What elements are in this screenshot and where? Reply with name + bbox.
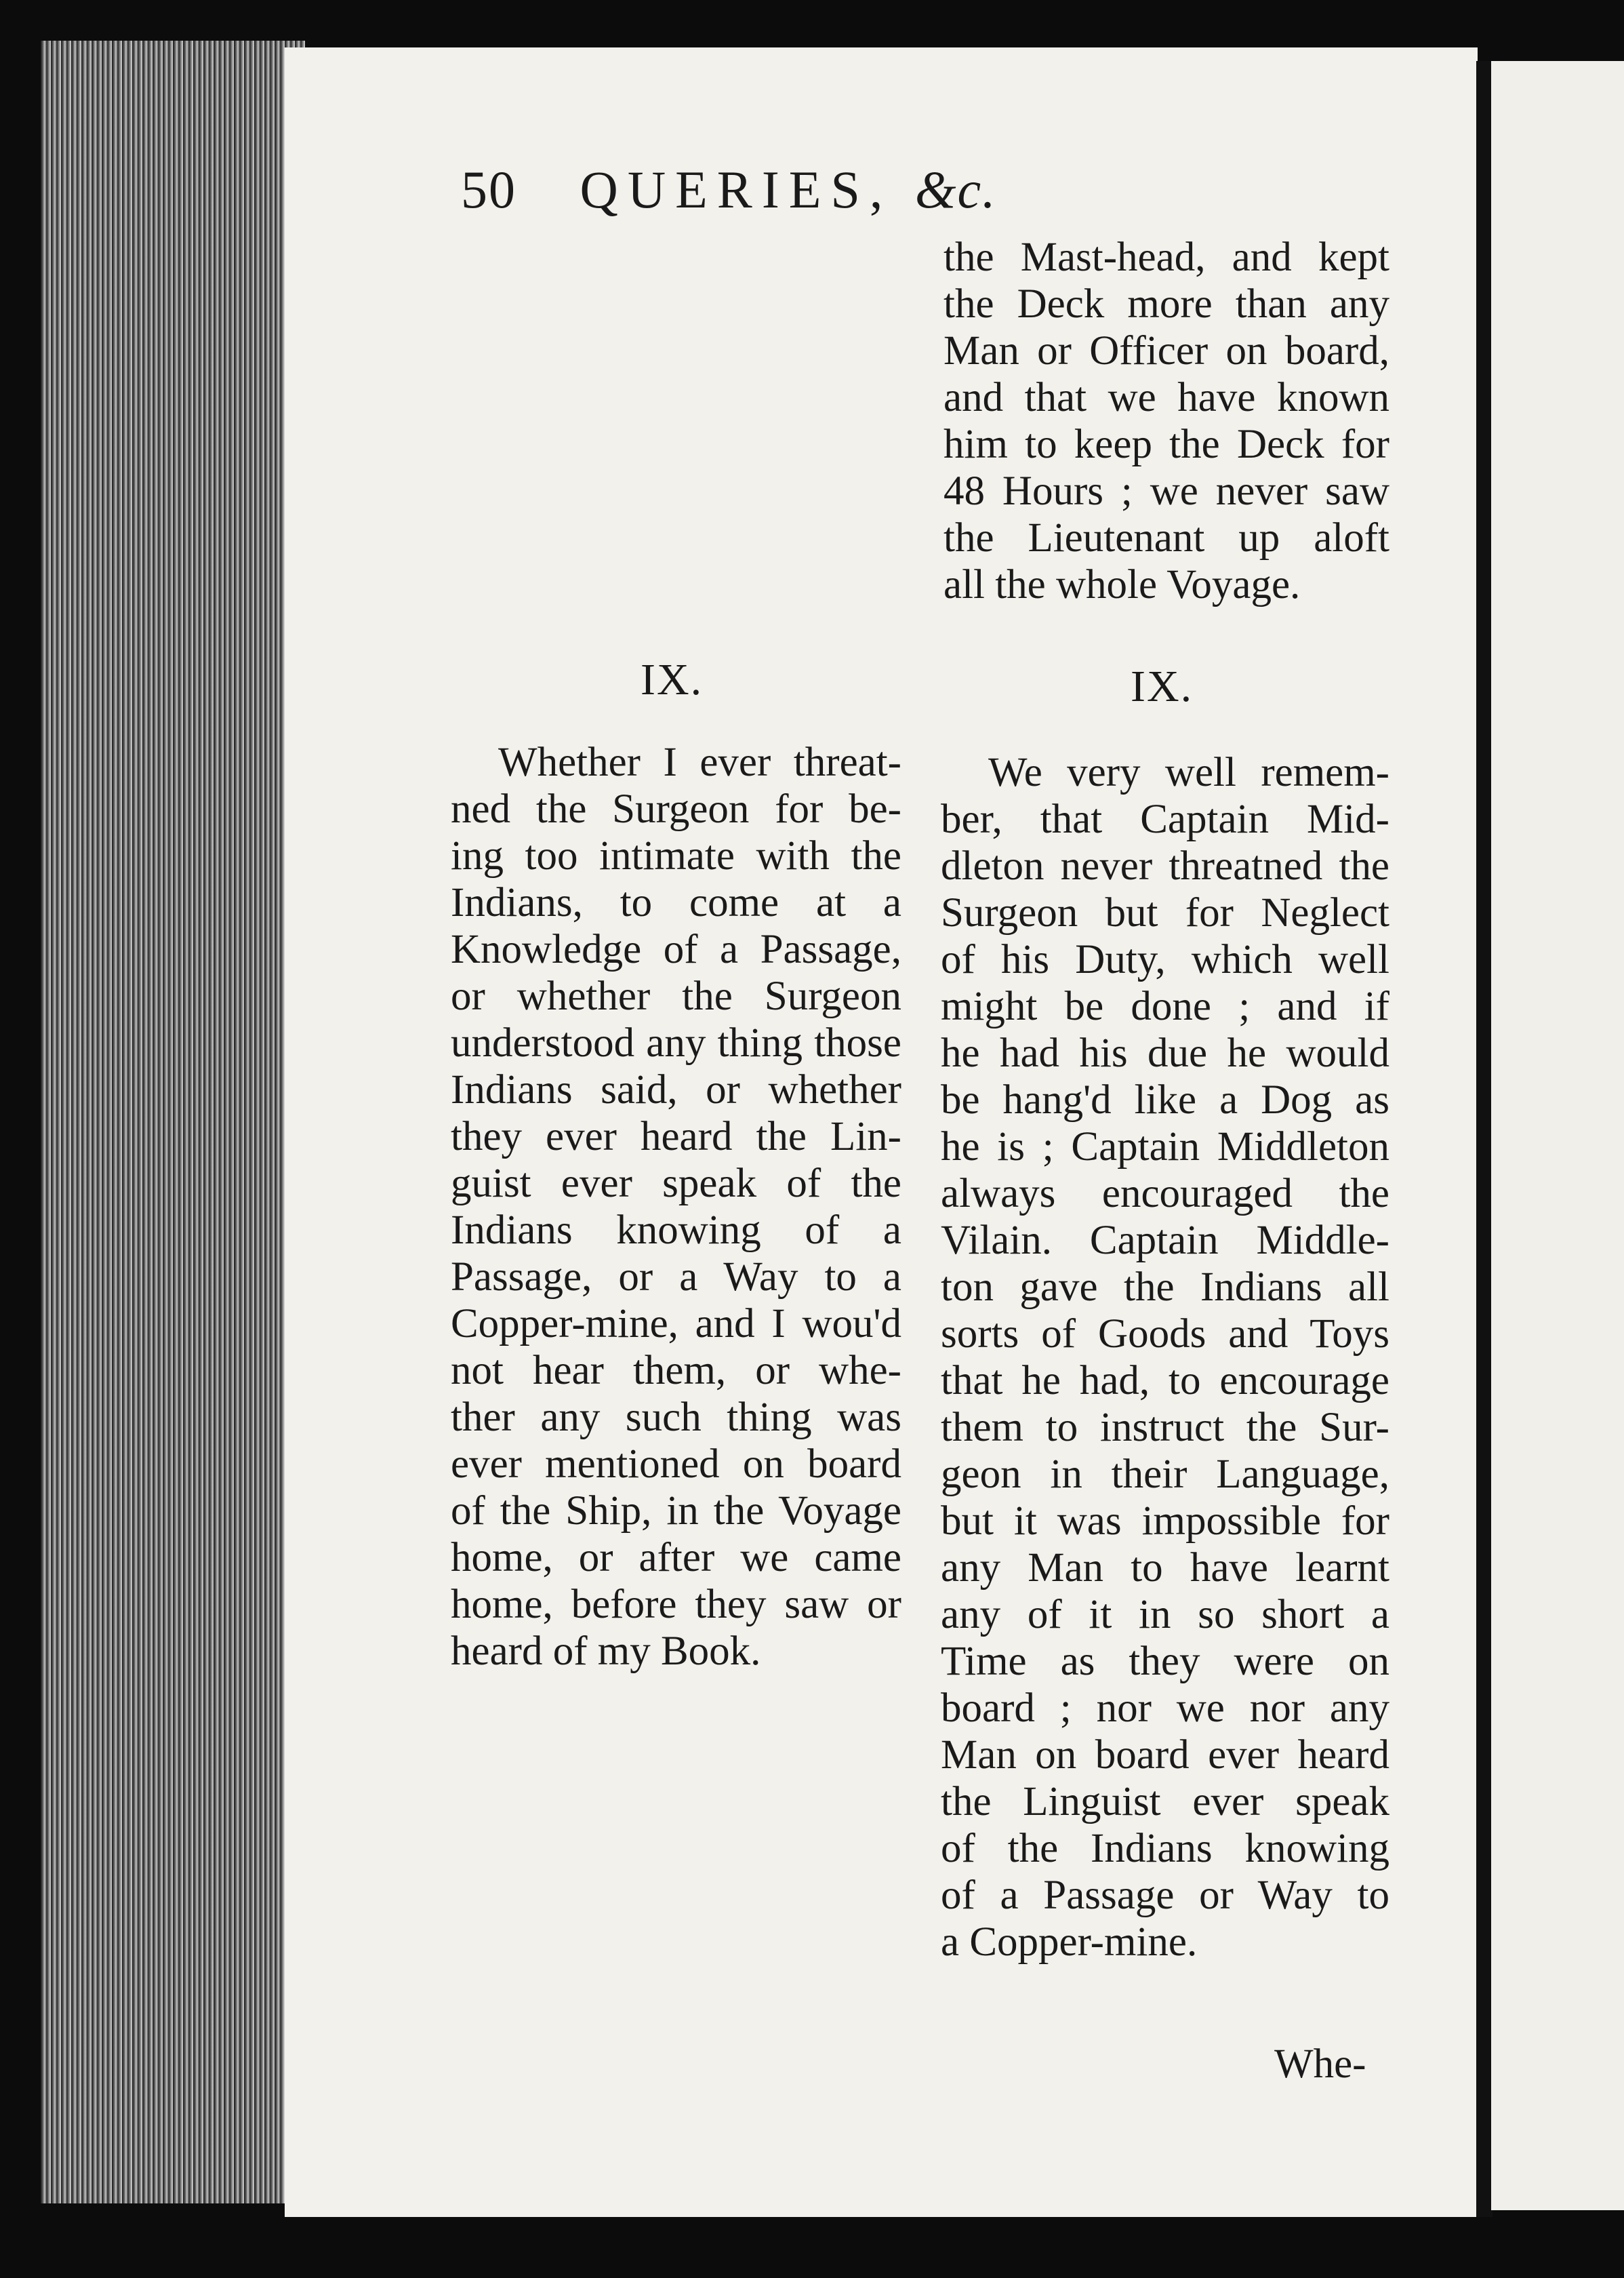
text-line: board ; nor we nor any [941,1685,1389,1731]
text-line: Passage, or a Way to a [451,1254,901,1300]
text-line: of a Passage or Way to [941,1873,1389,1918]
running-header [461,159,1220,220]
text-line: guist ever speak of the [451,1161,901,1206]
text-line: him to keep the Deck for [943,422,1389,467]
text-line: he is ; Captain Middleton [941,1124,1389,1170]
text-line: a Copper-mine. [941,1919,1198,1965]
text-line: We very well remem- [988,750,1389,795]
text-line: ber, that Captain Mid- [941,797,1389,842]
left-column-query [451,739,901,1675]
text-line: that he had, to encourage [941,1358,1389,1403]
text-line: ned the Surgeon for be- [451,786,901,832]
text-line: of his Duty, which well [941,937,1389,982]
text-line: the Deck more than any [943,281,1389,327]
text-line: home, before they saw or [451,1582,901,1627]
text-line: might be done ; and if [941,984,1389,1029]
text-line: be hang'd like a Dog as [941,1077,1389,1123]
text-line: Man or Officer on board, [943,328,1389,374]
text-line: Time as they were on [941,1639,1389,1684]
text-line: geon in their Language, [941,1452,1389,1497]
text-line: Vilain. Captain Middle- [941,1218,1389,1263]
text-line: dleton never threatned the [941,843,1389,889]
text-line: all the whole Voyage. [943,562,1301,607]
text-line: or whether the Surgeon [451,974,901,1019]
text-line: but it was impossible for [941,1498,1389,1544]
text-line: any Man to have learnt [941,1545,1389,1591]
text-line: sorts of Goods and Toys [941,1311,1389,1357]
section-number-left: IX. [641,655,704,704]
text-line: 48 Hours ; we never saw [943,468,1389,514]
text-line: any of it in so short a [941,1592,1389,1637]
header-title: QUERIES, [580,160,893,219]
text-line: he had his due he would [941,1031,1389,1076]
text-line: ther any such thing was [451,1395,901,1440]
text-line: and that we have known [943,375,1389,420]
section-number-right: IX. [1131,662,1194,711]
header-etc: &c. [914,160,997,219]
text-line: they ever heard the Lin- [451,1114,901,1159]
text-line: Whether I ever threat- [498,740,901,785]
text-line: not hear them, or whe- [451,1348,901,1393]
text-line: ton gave the Indians all [941,1264,1389,1310]
text-line: the Mast-head, and kept [943,235,1389,280]
text-line: Copper-mine, and I wou'd [451,1301,901,1346]
right-column-continuation [943,234,1389,608]
text-line: heard of my Book. [451,1628,761,1674]
text-line: ing too intimate with the [451,833,901,879]
page-number: 50 [461,160,516,219]
text-line: Indians, to come at a [451,880,901,925]
text-line: the Linguist ever speak [941,1779,1389,1824]
text-line: Man on board ever heard [941,1732,1389,1778]
text-line: ever mentioned on board [451,1441,901,1487]
catchword: Whe- [1274,2041,1366,2087]
text-line: home, or after we came [451,1535,901,1580]
text-line: Knowledge of a Passage, [451,927,901,972]
text-line: understood any thing those [451,1020,901,1066]
text-line: always encouraged the [941,1171,1389,1216]
text-line: them to instruct the Sur- [941,1405,1389,1450]
text-line: Surgeon but for Neglect [941,890,1389,936]
text-line: Indians said, or whether [451,1067,901,1113]
right-column-answer [941,749,1389,1965]
text-line: Indians knowing of a [451,1207,901,1253]
text-line: of the Indians knowing [941,1826,1389,1871]
text-line: the Lieutenant up aloft [943,515,1389,561]
text-line: of the Ship, in the Voyage [451,1488,901,1534]
